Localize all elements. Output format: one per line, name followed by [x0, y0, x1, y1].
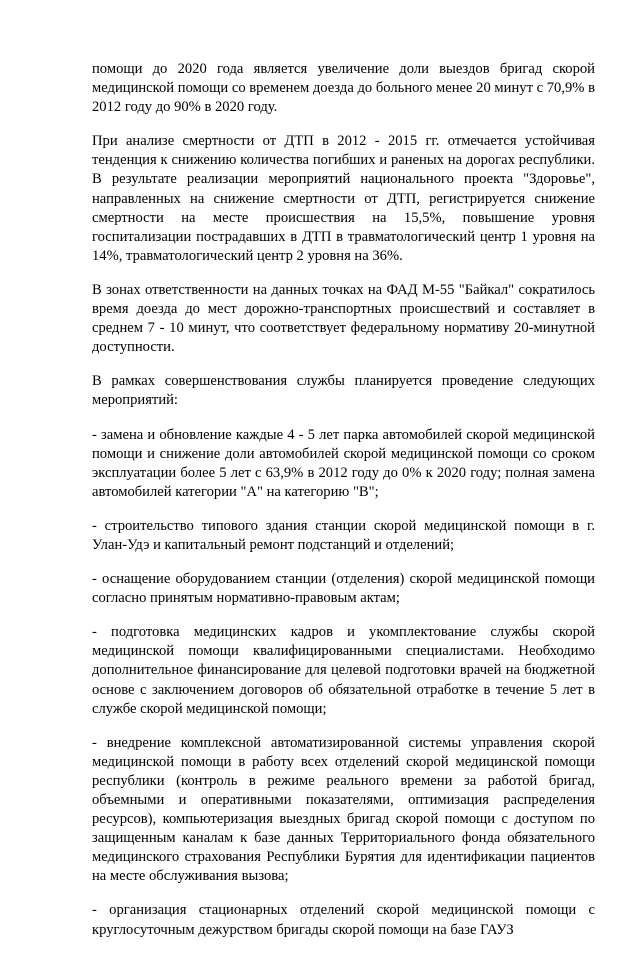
list-item-vehicle-replacement: - замена и обновление каждые 4 - 5 лет парка автомобилей скорой медицинской помощи и снижение доли автомобилей скорой медицинской помощи со сроком эксплуатации более 5 лет с 63,9% в 2012 году до 0% к 2020 году; полная замена автомобилей категории "А" на категорию "В"; — [92, 426, 595, 500]
list-item-staff-training: - подготовка медицинских кадров и укомплектование службы скорой медицинской помощи квалифицированными специалистами. Необходимо дополнительное финансирование для целевой подготовки врачей на бюджетной основе с заключением договоров об обязательной отработке в течение 5 лет в службе скорой медицинской помощи; — [92, 624, 595, 717]
paragraph-planned-measures-intro: В рамках совершенствования службы планируется проведение следующих мероприятий: — [92, 373, 595, 409]
list-item-inpatient-departments: - организация стационарных отделений скорой медицинской помощи с круглосуточным дежурством бригады скорой помощи на базе ГАУЗ — [92, 902, 595, 938]
paragraph-road-accident-mortality: При анализе смертности от ДТП в 2012 - 2015 гг. отмечается устойчивая тенденция к снижению количества погибших и раненых на дорогах республики. В результате реализации мероприятий национального проекта "Здоровье", направленных на снижение смертности от ДТП, регистрируется снижение смертности на месте происшествия на 15,5%, повышение уровня госпитализации пострадавших в ДТП в травматологический центр 1 уровня на 14%, травматологический центр 2 уровня на 36%. — [92, 133, 595, 264]
paragraph-baikal-highway-response: В зонах ответственности на данных точках на ФАД М-55 "Байкал" сократилось время доезда до мест дорожно-транспортных происшествий и составляет в среднем 7 - 10 минут, что соответствует федеральному нормативу 20-минутной доступности. — [92, 281, 595, 356]
list-item-station-construction: - строительство типового здания станции скорой медицинской помощи в г. Улан-Удэ и капитальный ремонт подстанций и отделений; — [92, 517, 595, 553]
document-page — [92, 60, 595, 955]
list-item-equipment: - оснащение оборудованием станции (отделения) скорой медицинской помощи согласно принятым нормативно-правовым актам; — [92, 571, 595, 607]
paragraph-ambulance-response-target: помощи до 2020 года является увеличение доли выездов бригад скорой медицинской помощи со временем доезда до больного менее 20 минут с 70,9% в 2012 году до 90% в 2020 году. — [92, 61, 595, 116]
list-item-automated-control-system: - внедрение комплексной автоматизированной системы управления скорой медицинской помощи в работу всех отделений скорой медицинской помощи республики (контроль в режиме реального времени за работой бригад, объемными и оперативными показателями, оптимизация распределения ресурсов), компьютеризация выездных бригад скорой помощи с доступом по защищенным каналам к базе данных Территориального фонда обязательного медицинского страхования Республики Бурятия для идентификации пациентов на месте обслуживания вызова; — [92, 734, 595, 885]
